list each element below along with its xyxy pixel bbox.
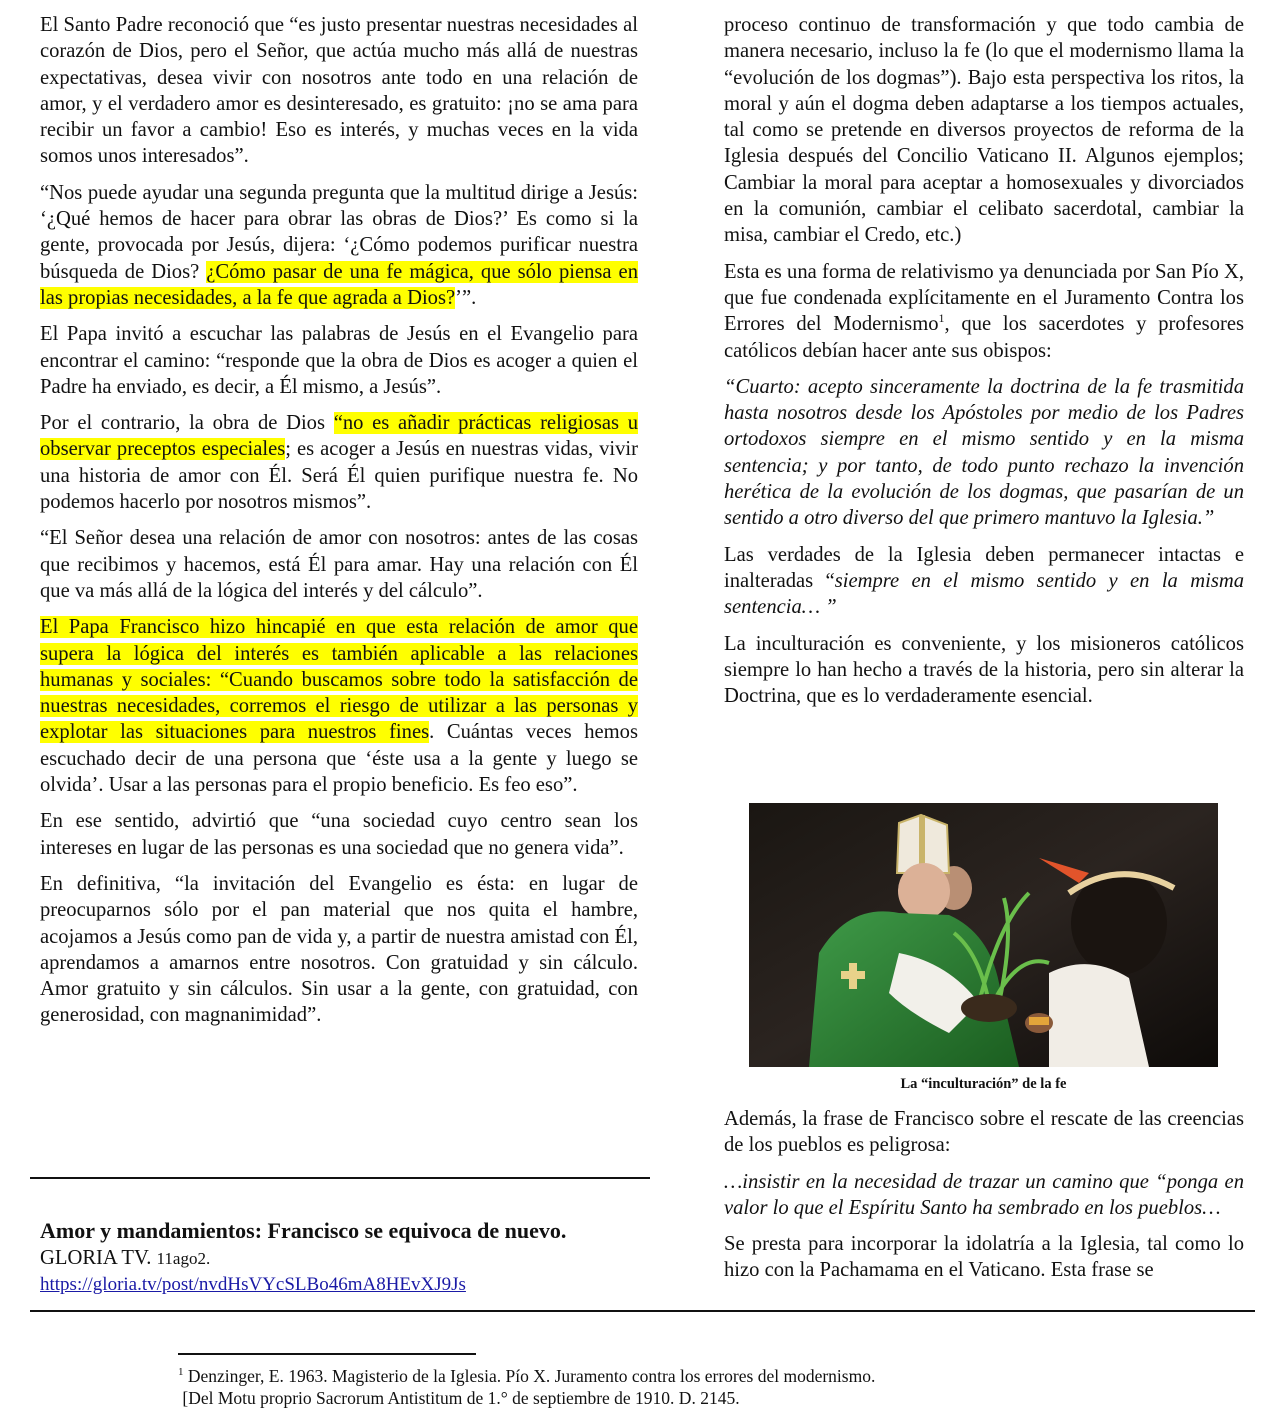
highlighted-text: “no es añadir prácticas religiosas u observar preceptos especiales bbox=[40, 412, 639, 461]
footnote-number: 1 bbox=[178, 1366, 184, 1379]
photo-inculturation bbox=[749, 803, 1218, 1067]
footnote-text: [Del Motu proprio Sacrorum Antistitum de 1.° de septiembre de 1910. D. 2145. bbox=[182, 1388, 740, 1408]
paragraph: El Papa invitó a escuchar las palabras de Jesús en el Evangelio para encontrar el camino: “responde que la obra de Dios es acoger a quien el Padre ha enviado, es decir, a Él mismo, a Jesús”. bbox=[40, 323, 638, 398]
left-column bbox=[40, 12, 638, 1039]
photo-illustration bbox=[749, 803, 1218, 1067]
text-run: ; es acoger a Jesús en nuestras vidas, vivir una historia de amor con Él. Será Él quien purifique nuestra fe. No podemos hacerlo por nosotros mismos”. bbox=[40, 438, 638, 514]
paragraph bbox=[40, 614, 638, 798]
footnote-line bbox=[178, 1387, 1178, 1409]
footnote-text: Denzinger, E. 1963. Magisterio de la Iglesia. Pío X. Juramento contra los errores del modernismo. bbox=[183, 1366, 876, 1386]
right-column-lower bbox=[724, 1106, 1244, 1294]
highlighted-text: El Papa Francisco hizo hincapié en que esta relación de amor que supera la lógica del interés es también aplicable a las relaciones humanas y sociales: “Cuando buscamos sobre todo la satisfacción de nuestras necesidades, corremos el riesgo de utilizar a las personas y explotar las situaciones para nuestros fines bbox=[40, 616, 638, 744]
paragraph: proceso continuo de transformación y que todo cambia de manera necesario, incluso la fe (lo que el modernismo llama la “evolución de los dogmas”). Bajo esta perspectiva los ritos, la moral y aún el dogma deben adaptarse a los tiempos actuales, tal como se pretende en diversos proyectos de reforma de la Iglesia después del Concilio Vaticano II. Algunos ejemplos; Cambiar la moral para aceptar a homosexuales y divorciados en la comunión, cambiar el celibato sacerdotal, cambiar la misa, cambiar el Credo, etc.) bbox=[724, 14, 1244, 247]
text-run: “Nos puede ayudar una segunda pregunta que la multitud dirige a Jesús: ‘¿Qué hemos de hacer para obrar las obras de Dios?’ Es como si la gente, provocada por Jesús, dijera: ‘¿Cómo podemos purificar nuestra búsqueda de Dios? bbox=[40, 181, 638, 283]
reference-block bbox=[40, 1218, 640, 1298]
paragraph: Se presta para incorporar la idolatría a la Iglesia, tal como lo hizo con la Pachamama en el Vaticano. Esta frase se bbox=[724, 1233, 1244, 1282]
footnote-marker[interactable]: 1 bbox=[938, 311, 945, 326]
block-quote: “Cuarto: acepto sinceramente la doctrina de la fe trasmitida hasta nosotros desde los Apóstoles por medio de los Padres ortodoxos siempre en el mismo sentido y en la misma sentencia; y por tanto, de todo punto rechazo la invención herética de la evolución de los dogmas, que pasarían de un sentido a otro diverso del que primero mantuvo la Iglesia.” bbox=[724, 375, 1244, 530]
paragraph: Además, la frase de Francisco sobre el rescate de las creencias de los pueblos es peligrosa: bbox=[724, 1108, 1244, 1157]
paragraph bbox=[40, 180, 638, 311]
reference-date: 11ago2. bbox=[156, 1249, 211, 1268]
paragraph bbox=[40, 410, 638, 515]
reference-source: GLORIA TV. bbox=[40, 1247, 152, 1269]
reference-title: Amor y mandamientos: Francisco se equivoca de nuevo. bbox=[40, 1218, 567, 1243]
block-quote: …insistir en la necesidad de trazar un camino que “ponga en valor lo que el Espíritu Santo ha sembrado en los pueblos… bbox=[724, 1170, 1244, 1219]
footnote bbox=[178, 1365, 1178, 1409]
paragraph: En definitiva, “la invitación del Evangelio es ésta: en lugar de preocuparnos sólo por el pan material que nos quita el hambre, acojamos a Jesús como pan de vida y, a partir de nuestra amistad con Él, aprendamos a amarnos entre nosotros. Con gratuidad y sin cálculo. Amor gratuito y sin cálculos. Sin usar a la gente, con gratuidad, con generosidad, con magnanimidad”. bbox=[40, 872, 638, 1027]
text-run: Las verdades de la Iglesia deben permanecer intactas e inalteradas “ bbox=[724, 543, 1244, 592]
footnote-line bbox=[178, 1365, 1178, 1387]
column-divider bbox=[30, 1177, 650, 1179]
figure-caption: La “inculturación” de la fe bbox=[900, 1076, 1067, 1092]
paragraph: El Santo Padre reconoció que “es justo presentar nuestras necesidades al corazón de Dios, pero el Señor, que actúa mucho más allá de nuestras expectativas, desea vivir con nosotros ante todo en una relación de amor, y el verdadero amor es desinteresado, es gratuito: ¡no se ama para recibir un favor a cambio! Eso es interés, y muchas veces en la vida somos unos interesados”. bbox=[40, 14, 638, 168]
right-column bbox=[724, 12, 1244, 719]
paragraph: En ese sentido, advirtió que “una sociedad cuyo centro sean los intereses en lugar de las personas es una sociedad que no genera vida”. bbox=[40, 810, 638, 859]
reference-link[interactable]: https://gloria.tv/post/nvdHsVYcSLBo46mA8HEvXJ9Js bbox=[40, 1274, 466, 1295]
highlighted-text: ¿Cómo pasar de una fe mágica, que sólo piensa en las propias necesidades, a la fe que agrada a Dios? bbox=[40, 260, 638, 309]
text-run: ’”. bbox=[455, 286, 477, 309]
page-rule bbox=[30, 1310, 1255, 1312]
quoted-text: siempre en el mismo sentido y en la misma sentencia… ” bbox=[724, 569, 1245, 619]
paragraph bbox=[724, 542, 1244, 621]
text-run: Esta es una forma de relativismo ya denunciada por San Pío X, que fue condenada explícitamente en el Juramento Contra los Errores del Modernismo bbox=[724, 260, 1244, 336]
paragraph: “El Señor desea una relación de amor con nosotros: antes de las cosas que recibimos y hacemos, está Él para amar. Hay una relación con Él que va más allá de la lógica del interés y del cálculo”. bbox=[40, 527, 638, 602]
text-run: . Cuántas veces hemos escuchado decir de una persona que ‘éste usa a la gente y luego se olvida’. Usar a las personas para el propio beneficio. Es feo eso”. bbox=[40, 721, 638, 797]
text-run: , que los sacerdotes y profesores católicos debían hacer ante sus obispos: bbox=[724, 313, 1244, 362]
footnote-separator bbox=[178, 1353, 476, 1355]
paragraph bbox=[724, 259, 1244, 364]
text-run: Por el contrario, la obra de Dios bbox=[40, 412, 334, 435]
paragraph: La inculturación es conveniente, y los misioneros católicos siempre lo han hecho a través de la historia, pero sin alterar la Doctrina, que es lo verdaderamente esencial. bbox=[724, 632, 1244, 708]
